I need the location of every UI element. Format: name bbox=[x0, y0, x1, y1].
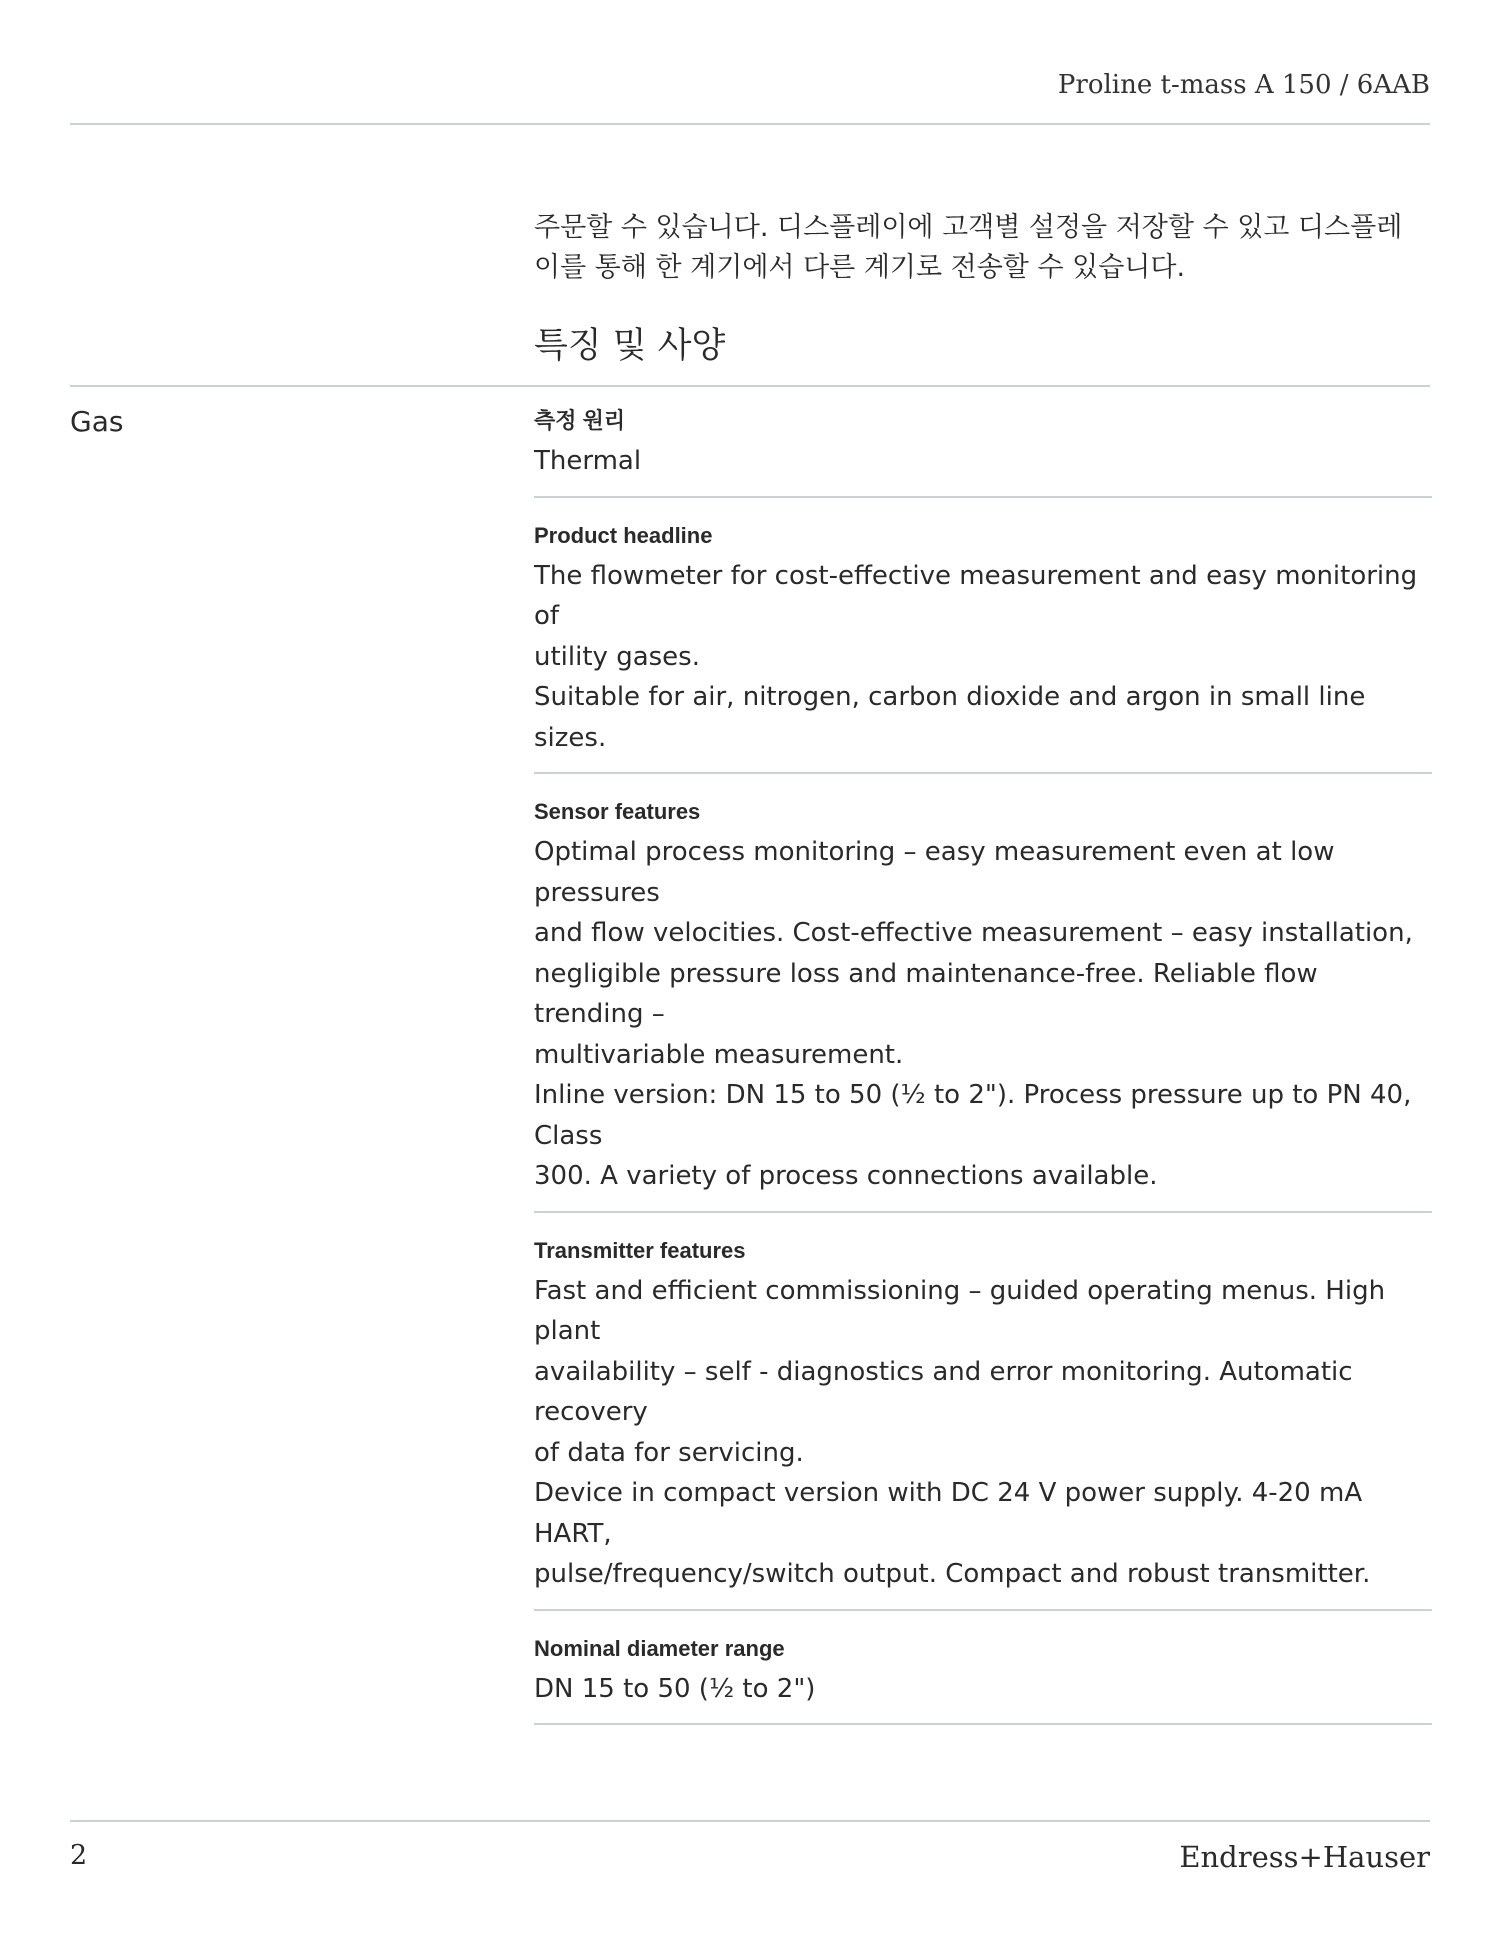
field-label: Transmitter features bbox=[534, 1237, 746, 1263]
field-transmitter-features bbox=[534, 1235, 1432, 1611]
field-value: Thermal bbox=[534, 446, 642, 476]
field-value: Fast and efficient commissioning – guided operating menus. High plant bbox=[534, 1275, 1386, 1346]
field-product-headline bbox=[534, 520, 1432, 775]
field-value: Optimal process monitoring – easy measurement even at low pressures bbox=[534, 837, 1335, 908]
field-sensor-features bbox=[534, 796, 1432, 1213]
field-value: pulse/frequency/switch output. Compact and robust transmitter. bbox=[534, 1559, 1371, 1589]
field-value: negligible pressure loss and maintenance-free. Reliable flow trending – bbox=[534, 958, 1318, 1029]
field-label: Nominal diameter range bbox=[534, 1635, 785, 1661]
intro-paragraph bbox=[534, 208, 1434, 288]
field-value: availability – self - diagnostics and error monitoring. Automatic recovery bbox=[534, 1356, 1353, 1427]
field-value: DN 15 to 50 (½ to 2") bbox=[534, 1673, 816, 1704]
category-label: Gas bbox=[70, 405, 124, 438]
field-value: utility gases. bbox=[534, 641, 700, 672]
header-divider bbox=[70, 123, 1430, 125]
intro-line: 이를 통해 한 계기에서 다른 계기로 전송할 수 있습니다. bbox=[534, 252, 1186, 283]
field-label: Sensor features bbox=[534, 799, 701, 824]
footer-divider bbox=[70, 1820, 1430, 1822]
field-value: multivariable measurement. bbox=[534, 1039, 904, 1070]
section-heading: 특징 및 사양 bbox=[534, 326, 726, 366]
field-value: Device in compact version with DC 24 V power supply. 4-20 mA HART, bbox=[534, 1478, 1363, 1549]
spec-fields bbox=[534, 405, 1432, 1747]
field-value: Suitable for air, nitrogen, carbon dioxide and argon in small line sizes. bbox=[534, 682, 1366, 753]
field-value: The flowmeter for cost-effective measurement and easy monitoring of bbox=[534, 560, 1418, 631]
page-number: 2 bbox=[70, 1840, 88, 1871]
field-value: of data for servicing. bbox=[534, 1437, 804, 1468]
field-value: Inline version: DN 15 to 50 (½ to 2"). Process pressure up to PN 40, Class bbox=[534, 1080, 1412, 1151]
field-nominal-diameter-range bbox=[534, 1633, 1432, 1726]
intro-line: 주문할 수 있습니다. 디스플레이에 고객별 설정을 저장할 수 있고 디스플레 bbox=[534, 212, 1403, 243]
field-measuring-principle bbox=[534, 405, 1432, 498]
field-label: Product headline bbox=[534, 522, 713, 548]
field-value: 300. A variety of process connections available. bbox=[534, 1161, 1158, 1191]
field-label: 측정 원리 bbox=[534, 408, 626, 433]
section-divider bbox=[70, 385, 1430, 387]
brand-name: Endress+Hauser bbox=[1179, 1840, 1430, 1874]
field-value: and flow velocities. Cost-effective measurement – easy installation, bbox=[534, 918, 1413, 948]
document-header-title: Proline t-mass A 150 / 6AAB bbox=[1057, 70, 1430, 100]
